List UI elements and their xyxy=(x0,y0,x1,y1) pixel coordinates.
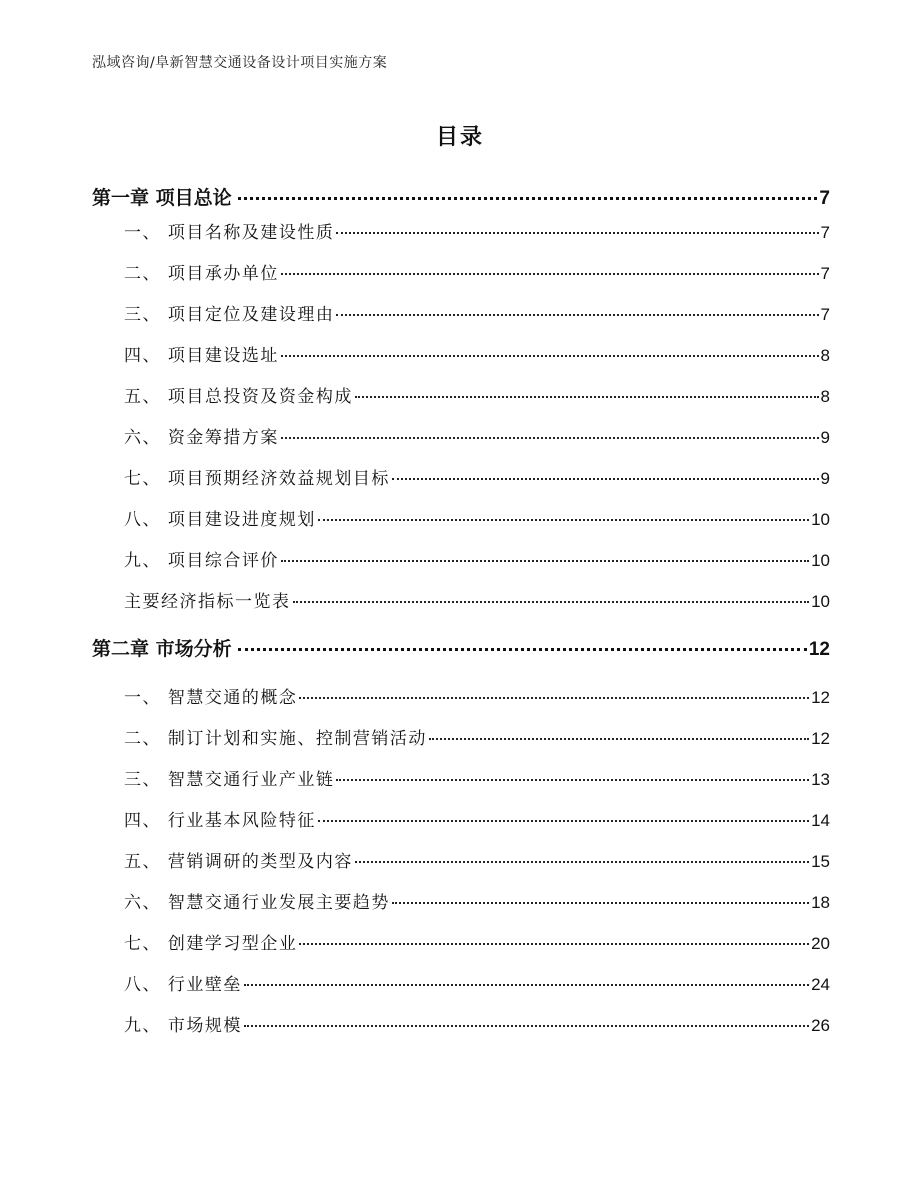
toc-entry-page: 8 xyxy=(820,387,830,406)
toc-subsection[interactable] xyxy=(92,587,830,612)
toc-entry-label: 二、 项目承办单位 xyxy=(124,264,279,284)
toc-entry-page: 7 xyxy=(820,223,830,242)
toc-entry-page: 10 xyxy=(811,551,830,570)
toc-entry-label: 六、 智慧交通行业发展主要趋势 xyxy=(124,893,390,913)
dot-leader xyxy=(392,902,809,904)
toc-chapter-1[interactable] xyxy=(92,183,830,210)
toc-entry-page: 14 xyxy=(811,811,830,830)
toc-entry-page: 7 xyxy=(820,264,830,283)
dot-leader xyxy=(318,519,809,521)
toc-section[interactable] xyxy=(92,505,830,530)
toc-entry-label: 第一章 项目总论 xyxy=(92,187,232,209)
toc-entry-page: 12 xyxy=(811,729,830,748)
dot-leader xyxy=(355,861,809,863)
toc-section[interactable] xyxy=(92,888,830,913)
toc-section[interactable] xyxy=(92,765,830,790)
toc-entry-label: 七、 创建学习型企业 xyxy=(124,934,298,954)
dot-leader xyxy=(336,232,818,234)
toc-entry-label: 一、 智慧交通的概念 xyxy=(124,688,298,708)
dot-leader xyxy=(336,314,818,316)
toc-section[interactable] xyxy=(92,341,830,366)
toc-section[interactable] xyxy=(92,218,830,243)
toc-entry-page: 12 xyxy=(811,688,830,707)
running-header: 泓域咨询/阜新智慧交通设备设计项目实施方案 xyxy=(92,55,388,71)
toc-entry-label: 第二章 市场分析 xyxy=(92,638,232,660)
toc-entry-page: 10 xyxy=(811,510,830,529)
toc-entry-page: 8 xyxy=(820,346,830,365)
toc-section[interactable] xyxy=(92,683,830,708)
toc-entry-page: 18 xyxy=(811,893,830,912)
toc-section[interactable] xyxy=(92,259,830,284)
toc-section[interactable] xyxy=(92,382,830,407)
dot-leader xyxy=(281,273,819,275)
toc-section[interactable] xyxy=(92,929,830,954)
toc-chapter-2[interactable] xyxy=(92,634,830,661)
toc-section[interactable] xyxy=(92,464,830,489)
toc-entry-label: 四、 行业基本风险特征 xyxy=(124,811,316,831)
toc-entry-label: 八、 项目建设进度规划 xyxy=(124,510,316,530)
toc-entry-page: 12 xyxy=(808,639,830,660)
toc-entry-label: 四、 项目建设选址 xyxy=(124,346,279,366)
toc-entry-label: 三、 智慧交通行业产业链 xyxy=(124,770,335,790)
toc-section[interactable] xyxy=(92,546,830,571)
toc-entry-label: 九、 项目综合评价 xyxy=(124,551,279,571)
toc-section[interactable] xyxy=(92,847,830,872)
toc-section[interactable] xyxy=(92,423,830,448)
toc-section[interactable] xyxy=(92,806,830,831)
toc-entry-page: 7 xyxy=(819,188,830,209)
dot-leader xyxy=(293,601,810,603)
toc-entry-page: 26 xyxy=(811,1016,830,1035)
toc-entry-label: 七、 项目预期经济效益规划目标 xyxy=(124,469,390,489)
dot-leader xyxy=(299,943,809,945)
toc-section[interactable] xyxy=(92,724,830,749)
dot-leader xyxy=(392,478,819,480)
toc-entry-page: 9 xyxy=(820,428,830,447)
toc-entry-label: 二、 制订计划和实施、控制营销活动 xyxy=(124,729,427,749)
toc-entry-page: 15 xyxy=(811,852,830,871)
toc-entry-label: 五、 营销调研的类型及内容 xyxy=(124,852,353,872)
toc-entry-label: 九、 市场规模 xyxy=(124,1016,242,1036)
dot-leader xyxy=(429,738,809,740)
dot-leader xyxy=(281,355,819,357)
toc-entry-page: 13 xyxy=(811,770,830,789)
toc-entry-page: 9 xyxy=(820,469,830,488)
dot-leader xyxy=(355,396,819,398)
toc-entry-page: 7 xyxy=(820,305,830,324)
dot-leader xyxy=(244,1025,809,1027)
dot-leader xyxy=(336,779,809,781)
toc-section[interactable] xyxy=(92,1011,830,1036)
toc-entry-label: 八、 行业壁垒 xyxy=(124,975,242,995)
dot-leader xyxy=(238,648,807,651)
dot-leader xyxy=(281,560,809,562)
dot-leader xyxy=(238,197,818,200)
toc-entry-page: 10 xyxy=(811,592,830,611)
dot-leader xyxy=(244,984,809,986)
toc-entry-label: 一、 项目名称及建设性质 xyxy=(124,223,335,243)
toc-entry-label: 三、 项目定位及建设理由 xyxy=(124,305,335,325)
toc-section[interactable] xyxy=(92,300,830,325)
toc-entry-label: 五、 项目总投资及资金构成 xyxy=(124,387,353,407)
toc-entry-label: 六、 资金筹措方案 xyxy=(124,428,279,448)
toc-title: 目录 xyxy=(435,125,484,150)
toc-entry-page: 20 xyxy=(811,934,830,953)
toc-entry-label: 主要经济指标一览表 xyxy=(124,592,291,612)
toc-entry-page: 24 xyxy=(811,975,830,994)
dot-leader xyxy=(318,820,809,822)
toc-section[interactable] xyxy=(92,970,830,995)
dot-leader xyxy=(299,697,809,699)
dot-leader xyxy=(281,437,819,439)
